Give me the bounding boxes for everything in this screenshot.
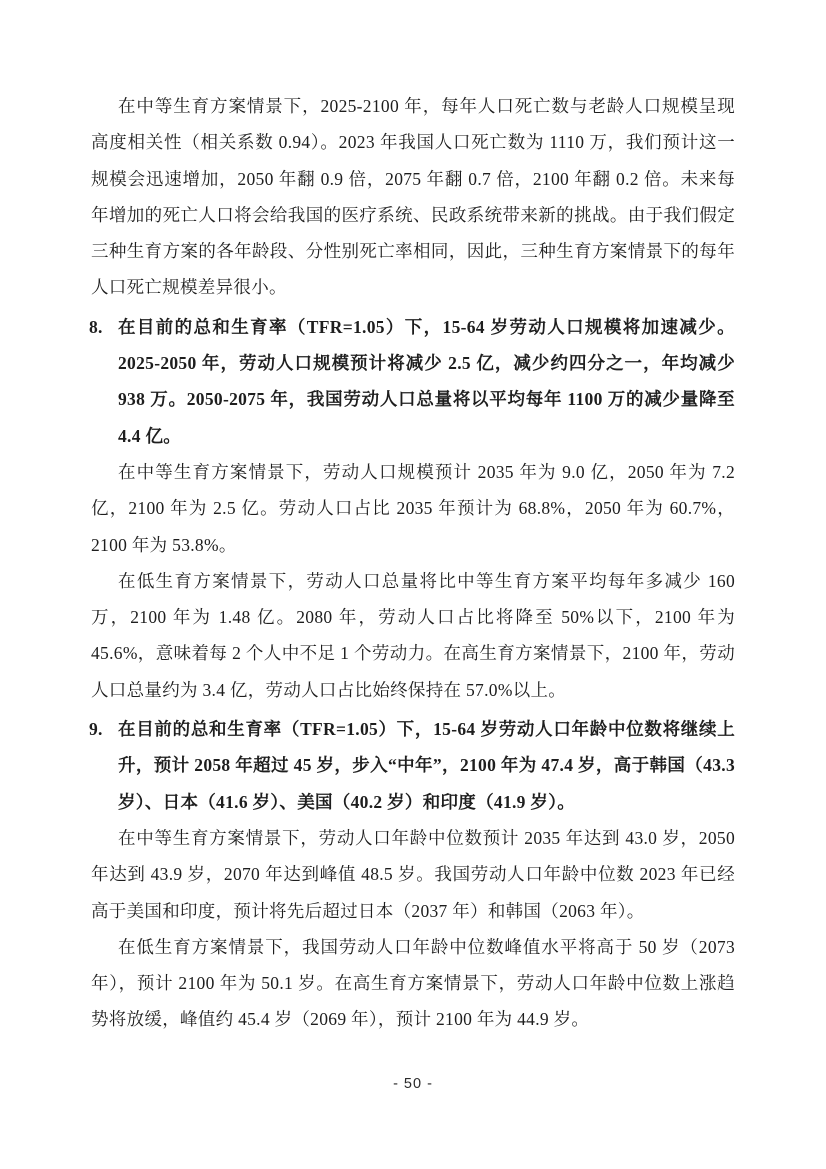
paragraph-median-age-low-high-scenario: 在低生育方案情景下，我国劳动人口年龄中位数峰值水平将高于 50 岁（2073 年），预计 2100 年为 50.1 岁。在高生育方案情景下，劳动人口年龄中位数上涨趋势将放缓，峰值约 45.4 岁（2069 年），预计 2100 年为 44.9 岁。 xyxy=(91,936,735,1030)
body-text xyxy=(91,88,735,1038)
item-heading-8: 在目前的总和生育率（TFR=1.05）下，15-64 岁劳动人口规模将加速减少。2025-2050 年，劳动人口规模预计将减少 2.5 亿，减少约四分之一，年均减少 938 万。2050-2075 年，我国劳动人口总量将以平均每年 1100 万的减少量降至 4.4 亿。 xyxy=(118,316,735,446)
paragraph-labor-mid-scenario: 在中等生育方案情景下，劳动人口规模预计 2035 年为 9.0 亿，2050 年为 7.2 亿，2100 年为 2.5 亿。劳动人口占比 2035 年预计为 68.8%，2050 年为 60.7%，2100 年为 53.8%。 xyxy=(91,461,735,555)
page-number: - 50 - xyxy=(393,1076,433,1092)
paragraph-labor-low-high-scenario: 在低生育方案情景下，劳动人口总量将比中等生育方案平均每年多减少 160 万，2100 年为 1.48 亿。2080 年，劳动人口占比将降至 50%以下，2100 年为 45.6%，意味着每 2 个人中不足 1 个劳动力。在高生育方案情景下，2100 年，劳动人口总量约为 3.4 亿，劳动人口占比始终保持在 57.0%以上。 xyxy=(91,570,735,700)
item-number-8: 8. xyxy=(89,316,103,337)
item-number-9: 9. xyxy=(89,719,103,740)
paragraph-death-scale: 在中等生育方案情景下，2025-2100 年，每年人口死亡数与老龄人口规模呈现高度相关性（相关系数 0.94）。2023 年我国人口死亡数为 1110 万，我们预计这一规模会迅速增加，2050 年翻 0.9 倍，2075 年翻 0.7 倍，2100 年翻 0.2 倍。未来每年增加的死亡人口将会给我国的医疗系统、民政系统带来新的挑战。由于我们假定三种生育方案的各年龄段、分性别死亡率相同，因此，三种生育方案情景下的每年人口死亡规模差异很小。 xyxy=(91,96,735,298)
paragraph-median-age-mid-scenario: 在中等生育方案情景下，劳动人口年龄中位数预计 2035 年达到 43.0 岁，2050 年达到 43.9 岁，2070 年达到峰值 48.5 岁。我国劳动人口年龄中位数 2023 年已经高于美国和印度，预计将先后超过日本（2037 年）和韩国（2063 年）。 xyxy=(91,827,735,921)
item-heading-9: 在目前的总和生育率（TFR=1.05）下，15-64 岁劳动人口年龄中位数将继续上升，预计 2058 年超过 45 岁，步入“中年”，2100 年为 47.4 岁，高于韩国（43.3 岁）、日本（41.6 岁）、美国（40.2 岁）和印度（41.9 岁）。 xyxy=(118,719,735,812)
list-item-8 xyxy=(91,309,735,454)
list-item-9 xyxy=(91,711,735,820)
